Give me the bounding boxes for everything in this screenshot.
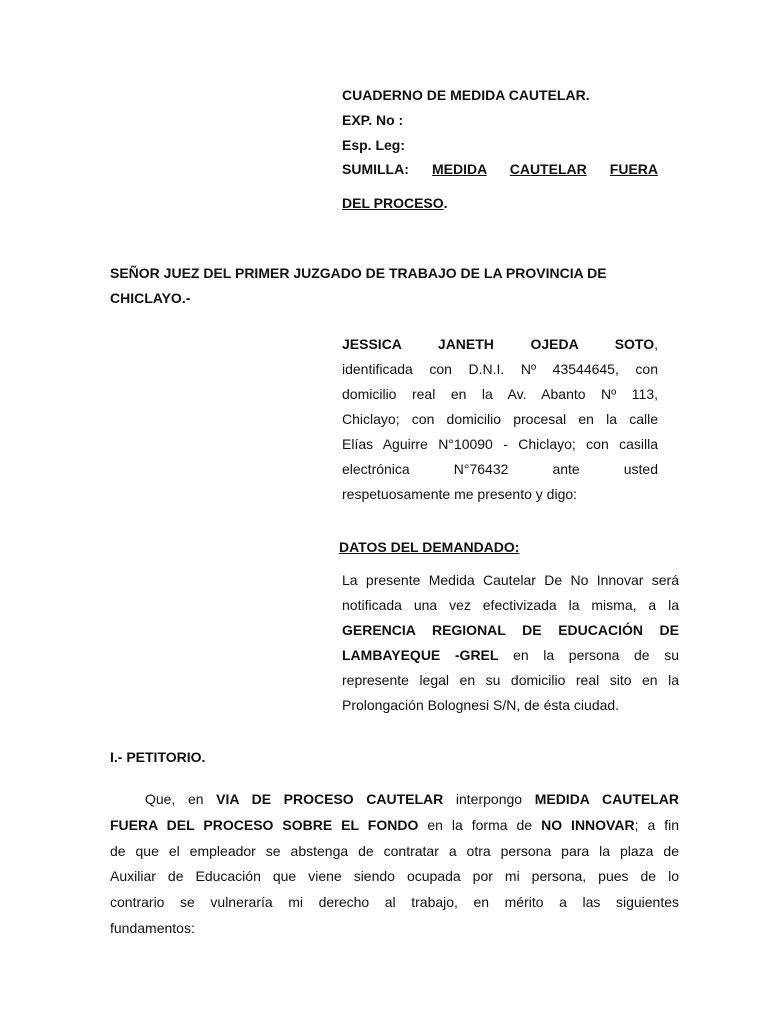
identification-line-4: Chiclayo; con domicilio procesal en la calle <box>342 411 658 427</box>
petitorio-heading: I.- PETITORIO. <box>110 749 206 765</box>
sumilla-line-2 <box>342 194 448 212</box>
sumilla-word-1: MEDIDA <box>431 161 487 177</box>
petitorio-line-4: Auxiliar de Educación que viene siendo ocupada por mi persona, pues de lo <box>110 868 679 885</box>
sumilla-label: SUMILLA: <box>342 161 409 177</box>
petitorio-l2-d: ; a fin <box>634 816 679 833</box>
petitorio-l1-a: Que, en <box>145 791 217 807</box>
identification-line-3: domicilio real en la Av. Abanto Nº 113, <box>342 386 658 402</box>
sumilla-line <box>342 160 658 178</box>
expediente-line: EXP. No : <box>342 112 404 128</box>
petitorio-l2-a: FUERA DEL PROCESO SOBRE EL FONDO <box>110 816 419 833</box>
petitorio-line-3: de que el empleador se abstenga de contratar a otra persona para la plaza de <box>110 842 679 859</box>
datos-line-2: notificada una vez efectivizada la misma, a la <box>342 597 679 613</box>
sumilla-word-2: CAUTELAR <box>509 161 587 177</box>
petitorio-line-1 <box>110 787 679 813</box>
especialista-line: Esp. Leg: <box>342 137 406 153</box>
petitorio-line-5: contrario se vulneraría mi derecho al trabajo, en mérito a las siguientes <box>110 894 679 911</box>
sumilla-continuation: DEL PROCESO <box>342 195 444 211</box>
petitorio-l1-d: MEDIDA CAUTELAR <box>534 791 679 807</box>
sumilla-period: . <box>443 195 448 211</box>
addressee-block <box>110 261 658 311</box>
identification-line-1 <box>342 332 658 357</box>
datos-line-3: GERENCIA REGIONAL DE EDUCACIÓN DE <box>342 622 679 638</box>
datos-line-4-rest: en la persona de su <box>498 647 679 663</box>
datos-demandado-block <box>342 568 679 718</box>
petitorio-line-2 <box>110 813 679 839</box>
petitorio-l1-c: interpongo <box>443 791 535 807</box>
datos-demandado-heading: DATOS DEL DEMANDADO: <box>339 539 520 555</box>
datos-line-5: represente legal en su domicilio real sito en la <box>342 672 679 688</box>
petitorio-l2-b: en la forma de <box>418 816 542 833</box>
addressee-line-1: SEÑOR JUEZ DEL PRIMER JUZGADO DE TRABAJO DE LA PROVINCIA DE <box>110 265 607 281</box>
datos-line-1: La presente Medida Cautelar De No Innovar será <box>342 572 679 588</box>
petitorio-line-6: fundamentos: <box>110 919 195 936</box>
datos-line-6: Prolongación Bolognesi S/N, de ésta ciudad. <box>342 697 620 713</box>
identification-block <box>342 332 658 507</box>
identification-line-2: identificada con D.N.I. Nº 43544645, con <box>342 361 658 377</box>
petitorio-l2-c: NO INNOVAR <box>541 816 635 833</box>
sumilla-word-3: FUERA <box>609 161 659 177</box>
identification-line-6: electrónica N°76432 ante usted <box>342 461 658 477</box>
grel-name: LAMBAYEQUE -GREL <box>342 647 499 663</box>
petitorio-paragraph <box>110 787 679 942</box>
petitioner-name: JESSICA JANETH OJEDA SOTO <box>342 336 655 352</box>
datos-line-4 <box>342 643 679 668</box>
petitorio-l1-b: VIA DE PROCESO CAUTELAR <box>216 791 444 807</box>
addressee-line-2: CHICLAYO.- <box>110 290 191 306</box>
identification-line-7: respetuosamente me presento y digo: <box>342 486 578 502</box>
name-comma: , <box>654 336 658 352</box>
cuaderno-heading: CUADERNO DE MEDIDA CAUTELAR. <box>342 87 590 103</box>
identification-line-5: Elías Aguirre N°10090 - Chiclayo; con casilla <box>342 436 658 452</box>
